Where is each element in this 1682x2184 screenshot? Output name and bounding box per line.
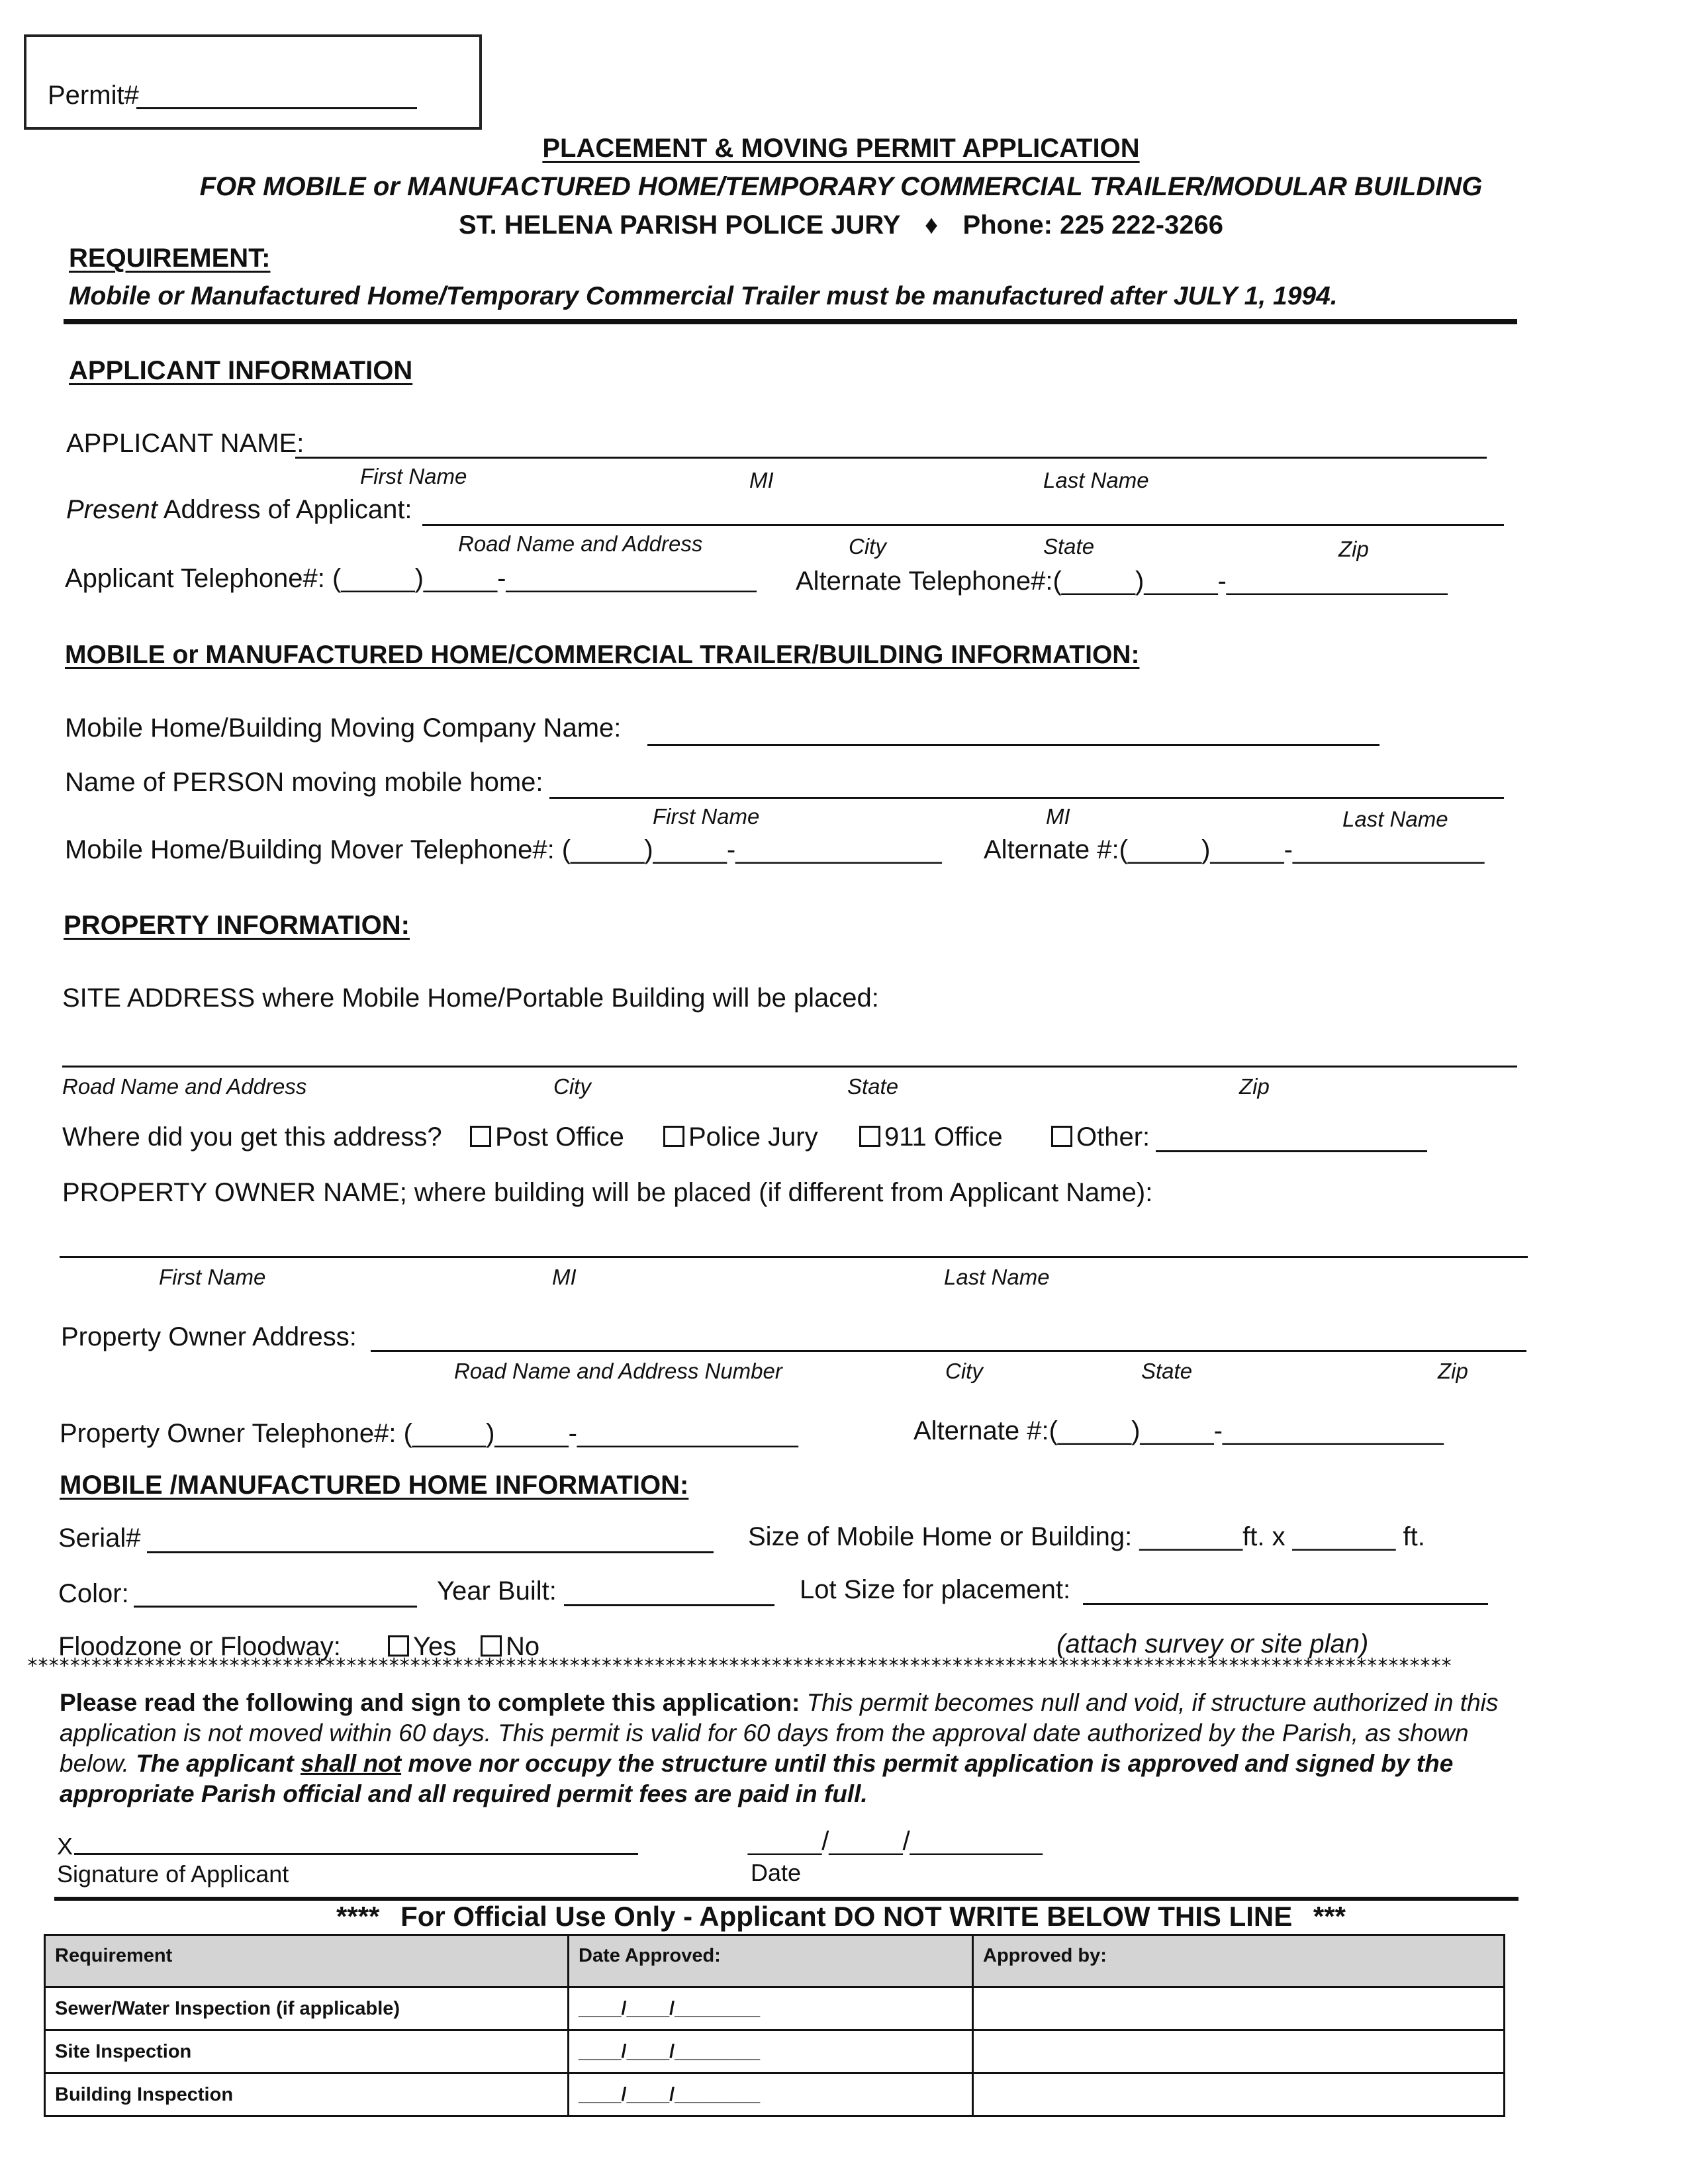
row-date[interactable]: ____/____/________ — [569, 2030, 973, 2073]
mover-mi-caption: MI — [1046, 804, 1070, 829]
permit-number-field[interactable] — [136, 107, 417, 109]
date-label: Date — [751, 1859, 802, 1886]
address-of-applicant: Address of Applicant: — [157, 495, 412, 524]
official-use-table — [44, 1934, 1505, 2117]
row-approved-by[interactable] — [973, 2030, 1505, 2073]
applicant-road-caption: Road Name and Address — [458, 531, 703, 556]
applicant-alt-phone-field[interactable]: Alternate Telephone#:(_____)_____-_______________ — [796, 567, 1448, 596]
date-field[interactable]: _____/_____/_________ — [748, 1827, 1043, 1856]
row-requirement: Building Inspection — [45, 2073, 569, 2116]
permit-number-box — [24, 34, 482, 130]
permit-label: Permit# — [48, 81, 139, 110]
table-row — [45, 1987, 1505, 2030]
other-source-field[interactable] — [1156, 1150, 1427, 1152]
owner-address-field[interactable] — [371, 1350, 1526, 1352]
notice-bold-post: move nor occupy the structure until this permit application is approved and signed by the appropriate Parish official and all required permit fees are paid in full. — [60, 1750, 1454, 1807]
owner-zip-caption: Zip — [1438, 1359, 1468, 1383]
owner-city-caption: City — [945, 1359, 983, 1383]
owner-road-caption: Road Name and Address Number — [454, 1359, 782, 1383]
site-road-caption: Road Name and Address — [62, 1074, 307, 1099]
table-row — [45, 2030, 1505, 2073]
owner-last-name-caption: Last Name — [944, 1265, 1050, 1289]
property-heading: PROPERTY INFORMATION: — [64, 911, 410, 940]
floodzone-label: Floodzone or Floodway: — [58, 1632, 341, 1661]
row-date[interactable]: ____/____/________ — [569, 1987, 973, 2030]
applicant-name-label: APPLICANT NAME: — [66, 429, 304, 458]
row-requirement: Sewer/Water Inspection (if applicable) — [45, 1987, 569, 2030]
police-jury-checkbox[interactable] — [663, 1126, 684, 1147]
applicant-city-caption: City — [849, 534, 886, 559]
banner-stars-left: **** — [336, 1901, 380, 1932]
notice-lead: Please read the following and sign to complete this application: — [60, 1689, 800, 1716]
notice-paragraph — [60, 1688, 1522, 1809]
size-field[interactable]: Size of Mobile Home or Building: _______ft. x _______ ft. — [748, 1522, 1425, 1551]
flood-no-checkbox[interactable] — [481, 1635, 502, 1657]
row-approved-by[interactable] — [973, 2073, 1505, 2116]
address-source-question: Where did you get this address? — [62, 1122, 442, 1152]
option-post-office[interactable]: Post Office — [470, 1121, 624, 1153]
911-office-checkbox[interactable] — [859, 1126, 880, 1147]
agency-phone: Phone: 225 222-3266 — [962, 210, 1223, 240]
site-state-caption: State — [847, 1074, 899, 1099]
stars-divider: ************************************************************************************************************************************** — [26, 1655, 1452, 1678]
site-address-field[interactable] — [62, 1066, 1517, 1068]
lot-size-field[interactable] — [1083, 1603, 1488, 1605]
agency-name: ST. HELENA PARISH POLICE JURY — [458, 210, 900, 240]
applicant-mi-caption: MI — [749, 468, 774, 492]
flood-yes-checkbox[interactable] — [388, 1635, 409, 1657]
form-title: PLACEMENT & MOVING PERMIT APPLICATION — [542, 134, 1140, 163]
moving-company-label: Mobile Home/Building Moving Company Name: — [65, 713, 622, 743]
color-field[interactable] — [134, 1606, 417, 1608]
option-other[interactable]: Other: — [1051, 1121, 1150, 1153]
agency-line — [0, 209, 1682, 241]
color-label: Color: — [58, 1579, 129, 1608]
mover-name-field[interactable] — [549, 797, 1504, 799]
banner-stars-right: *** — [1313, 1901, 1346, 1932]
site-address-label: SITE ADDRESS where Mobile Home/Portable Building will be placed: — [62, 983, 879, 1013]
notice-text: This permit becomes null and void, if structure authorized in this application is not moved within 60 days. This permit is valid for 60 days from the approval date authorized by the Parish, as shown below. — [60, 1689, 1499, 1777]
applicant-name-field[interactable] — [295, 457, 1487, 459]
form-subtitle: FOR MOBILE or MANUFACTURED HOME/TEMPORARY COMMERCIAL TRAILER/MODULAR BUILDING — [199, 172, 1483, 201]
option-911-office[interactable]: 911 Office — [859, 1121, 1003, 1153]
applicant-state-caption: State — [1043, 534, 1095, 559]
site-city-caption: City — [553, 1074, 591, 1099]
notice-bold-pre: The applicant — [136, 1750, 301, 1777]
mover-name-label: Name of PERSON moving mobile home: — [65, 768, 543, 797]
requirement-text: Mobile or Manufactured Home/Temporary Commercial Trailer must be manufactured after JULY 1, 1994. — [69, 282, 1338, 310]
owner-state-caption: State — [1141, 1359, 1193, 1383]
serial-label: Serial# — [58, 1524, 141, 1553]
mover-phone-field[interactable]: Mobile Home/Building Mover Telephone#: (_____)_____-______________ — [65, 835, 942, 864]
applicant-address-label — [66, 494, 412, 525]
applicant-heading: APPLICANT INFORMATION — [69, 356, 413, 385]
requirement-divider — [64, 319, 1517, 324]
diamond-icon: ♦ — [924, 210, 939, 240]
flood-yes-option[interactable]: Yes — [388, 1631, 456, 1662]
col-approved-by: Approved by: — [973, 1935, 1505, 1987]
row-requirement: Site Inspection — [45, 2030, 569, 2073]
row-date[interactable]: ____/____/________ — [569, 2073, 973, 2116]
present-word: Present — [66, 495, 158, 524]
table-row — [45, 2073, 1505, 2116]
mover-last-name-caption: Last Name — [1342, 807, 1448, 831]
post-office-checkbox[interactable] — [470, 1126, 491, 1147]
moving-company-field[interactable] — [647, 744, 1379, 746]
site-zip-caption: Zip — [1239, 1074, 1270, 1099]
flood-no-option[interactable]: No — [481, 1631, 539, 1662]
official-banner — [0, 1899, 1682, 1934]
option-police-jury[interactable]: Police Jury — [663, 1121, 818, 1153]
lot-size-label: Lot Size for placement: — [800, 1575, 1071, 1604]
year-built-field[interactable] — [564, 1604, 774, 1606]
applicant-last-name-caption: Last Name — [1043, 468, 1149, 492]
mobile-info-heading: MOBILE or MANUFACTURED HOME/COMMERCIAL TRAILER/BUILDING INFORMATION: — [65, 641, 1140, 669]
attach-note: (attach survey or site plan) — [1056, 1629, 1369, 1659]
home-info-heading: MOBILE /MANUFACTURED HOME INFORMATION: — [60, 1471, 689, 1500]
col-date-approved: Date Approved: — [569, 1935, 973, 1987]
owner-address-label: Property Owner Address: — [61, 1322, 357, 1351]
signature-x: X — [57, 1833, 73, 1860]
owner-mi-caption: MI — [552, 1265, 577, 1289]
applicant-phone-field[interactable]: Applicant Telephone#: (_____)_____-_________________ — [65, 564, 757, 593]
serial-field[interactable] — [147, 1551, 714, 1553]
owner-name-field[interactable] — [60, 1256, 1528, 1258]
applicant-address-field[interactable] — [422, 524, 1504, 526]
requirement-label: REQUIREMENT: — [69, 244, 271, 273]
other-checkbox[interactable] — [1051, 1126, 1072, 1147]
year-built-label: Year Built: — [437, 1576, 557, 1606]
applicant-first-name-caption: First Name — [360, 464, 467, 488]
signature-field[interactable] — [74, 1853, 638, 1855]
owner-name-label: PROPERTY OWNER NAME; where building will be placed (if different from Applicant Name): — [62, 1178, 1153, 1207]
signature-label: Signature of Applicant — [57, 1860, 289, 1888]
applicant-zip-caption: Zip — [1338, 537, 1369, 561]
notice-shall-not: shall not — [300, 1750, 402, 1777]
col-requirement: Requirement — [45, 1935, 569, 1987]
row-approved-by[interactable] — [973, 1987, 1505, 2030]
mover-first-name-caption: First Name — [653, 804, 760, 829]
owner-first-name-caption: First Name — [159, 1265, 266, 1289]
owner-alt-phone-field[interactable]: Alternate #:(_____)_____-_______________ — [913, 1416, 1444, 1445]
owner-phone-field[interactable]: Property Owner Telephone#: (_____)_____-_______________ — [60, 1419, 798, 1448]
banner-text: For Official Use Only - Applicant DO NOT WRITE BELOW THIS LINE — [400, 1901, 1293, 1932]
table-header-row — [45, 1935, 1505, 1987]
mover-alt-phone-field[interactable]: Alternate #:(_____)_____-_____________ — [984, 835, 1485, 864]
